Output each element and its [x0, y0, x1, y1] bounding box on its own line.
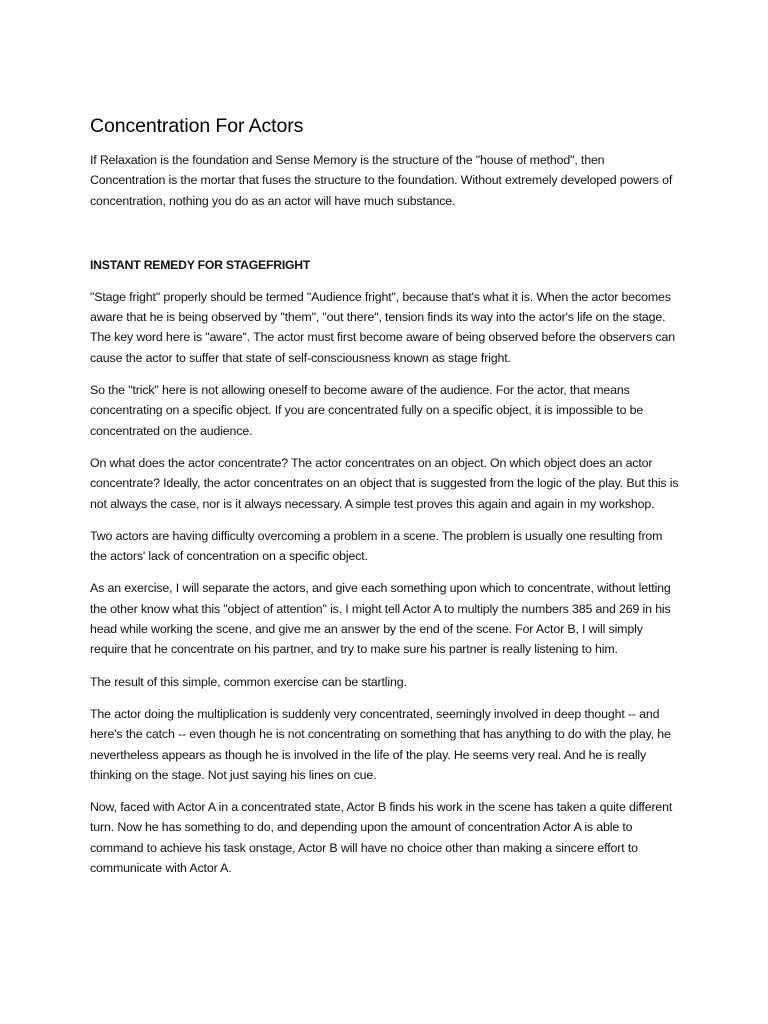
document-page	[90, 113, 682, 890]
body-paragraph-8: Now, faced with Actor A in a concentrated state, Actor B finds his work in the scene has taken a quite different turn. Now he has something to do, and depending upon the amount of concentration Actor A is able to command to achieve his task onstage, Actor B will have no choice other than making a sincere effort to communicate with Actor A.	[90, 800, 673, 876]
body-paragraph-6: The result of this simple, common exercise can be startling.	[90, 674, 407, 689]
section-heading: INSTANT REMEDY FOR STAGEFRIGHT	[90, 257, 311, 272]
intro-paragraph: If Relaxation is the foundation and Sense Memory is the structure of the "house of method", then Concentration is the mortar that fuses the structure to the foundation. Without extremely developed powers of concentration, nothing you do as an actor will have much substance.	[90, 153, 673, 208]
document-title: Concentration For Actors	[90, 115, 304, 137]
body-paragraph-1: "Stage fright" properly should be termed "Audience fright", because that's what it is. When the actor becomes aware that he is being observed by "them", "out there", tension finds its way into the actor's life on the stage. The key word here is "aware". The actor must first become aware of being observed before the observers can cause the actor to suffer that state of self-consciousness known as stage fright.	[90, 289, 675, 365]
body-paragraph-4: Two actors are having difficulty overcoming a problem in a scene. The problem is usually one resulting from the actors' lack of concentration on a specific object.	[90, 528, 663, 564]
body-paragraph-2: So the "trick" here is not allowing oneself to become aware of the audience. For the actor, that means concentrating on a specific object. If you are concentrated fully on a specific object, it is impossible to be concentrated on the audience.	[90, 383, 644, 438]
body-paragraph-5: As an exercise, I will separate the actors, and give each something upon which to concentrate, without letting the other know what this "object of attention" is. I might tell Actor A to multiply the numbers 385 and 269 in his head while working the scene, and give me an answer by the end of the scene. For Actor B, I will simply require that he concentrate on his partner, and try to make sure his partner is really listening to him.	[90, 581, 671, 657]
body-paragraph-7: The actor doing the multiplication is suddenly very concentrated, seemingly involved in deep thought -- and here's the catch -- even though he is not concentrating on something that has anything to do with the play, he nevertheless appears as though he is involved in the life of the play. He seems very real. And he is really thinking on the stage. Not just saying his lines on cue.	[90, 706, 671, 782]
body-paragraph-3: On what does the actor concentrate? The actor concentrates on an object. On which object does an actor concentrate? Ideally, the actor concentrates on an object that is suggested from the logic of the play. But this is not always the case, nor is it always necessary. A simple test proves this again and again in my workshop.	[90, 455, 679, 511]
